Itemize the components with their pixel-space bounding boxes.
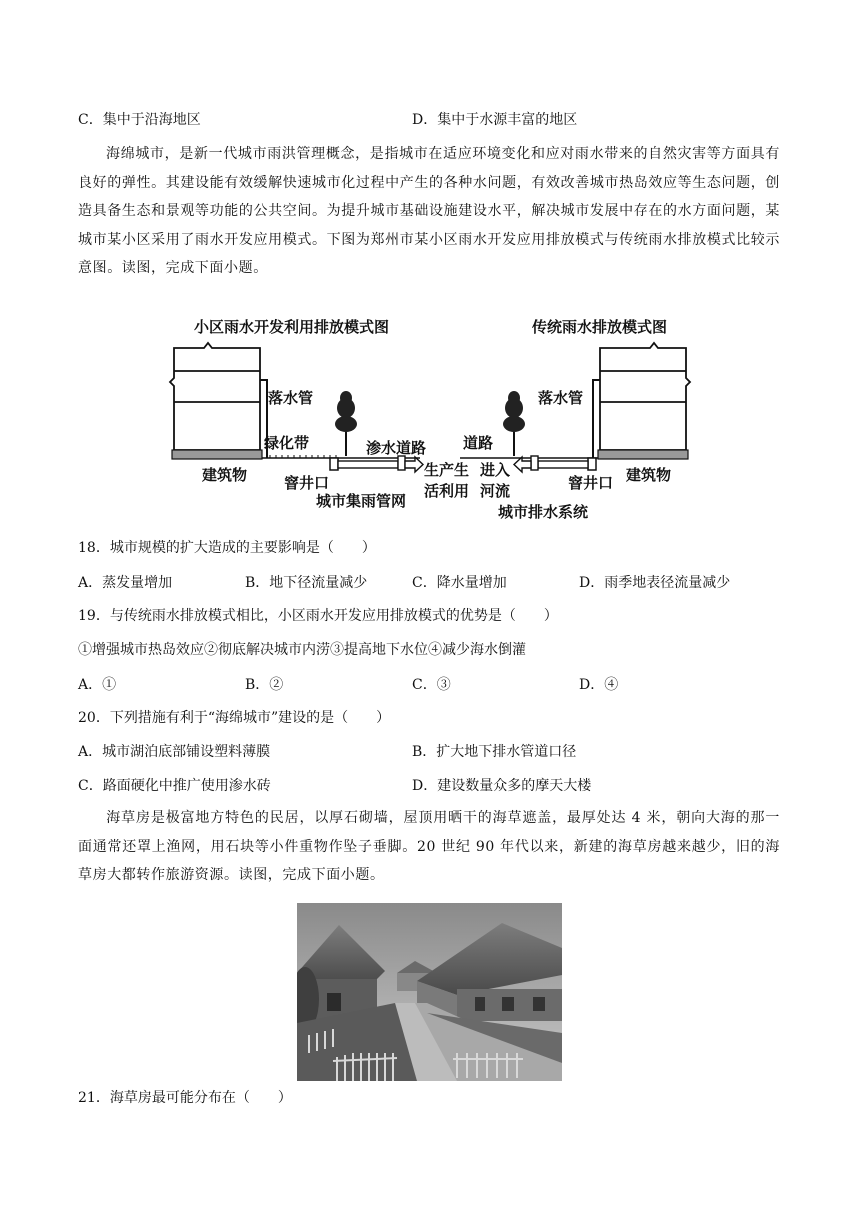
label-into-2: 河流 [480,482,511,500]
option-d: D．集中于水源丰富的地区 [412,112,578,128]
passage-seaweed-house [78,804,780,890]
q18-option-c: C．降水量增加 [412,575,507,591]
q18-option-b: B．地下径流量减少 [245,575,368,591]
drainage-pipe [538,461,588,468]
seaweed-house-photo [297,903,562,1081]
passage-sponge-city [78,140,780,283]
right-building [600,343,690,450]
label-production-1: 生产生 [424,461,470,479]
q20-option-b: B．扩大地下排水管道口径 [412,744,577,760]
option-c: C．集中于沿海地区 [78,112,201,128]
label-left-downpipe: 落水管 [268,389,314,407]
left-building [170,343,260,450]
q19-option-c: C．③ [412,677,451,693]
left-diagram-title: 小区雨水开发利用排放模式图 [194,318,390,336]
right-diagram-title: 传统雨水排放模式图 [532,318,668,336]
left-building-ground [172,450,262,459]
right-building-ground [598,450,688,459]
left-tree-icon [335,391,357,456]
label-left-building: 建筑物 [202,466,248,484]
q19-option-a: A．① [78,677,117,693]
right-arrow [514,457,531,472]
left-arrow [405,457,423,472]
q20-option-c: C．路面硬化中推广使用渗水砖 [78,778,271,794]
q18-option-a: A．蒸发量增加 [78,575,173,591]
city-collection-pipe [338,461,398,468]
label-drainage: 城市排水系统 [498,503,589,521]
label-left-manhole: 窨井口 [284,474,330,492]
label-right-downpipe: 落水管 [538,389,584,407]
q19-option-d: D．④ [579,677,619,693]
label-road: 道路 [463,434,494,452]
q19-option-b: B．② [245,677,284,693]
q20-option-a: A．城市湖泊底部铺设塑料薄膜 [78,744,271,760]
label-right-manhole: 窨井口 [568,474,614,492]
left-manhole [330,458,338,470]
right-downpipe [593,380,600,458]
passage-sponge-city-text: 海绵城市，是新一代城市雨洪管理概念，是指城市在适应环境变化和应对雨水带来的自然灾害等方面具有良好的弹性。其建设能有效缓解快速城市化过程中产生的各种水问题，有效改善城市热岛效应等生态问题，创造具备生态和景观等功能的公共空间。为提升城市基础设施建设水平，解决城市发展中存在的水方面问题，某城市某小区采用了雨水开发应用模式。下图为郑州市某小区雨水开发应用排放模式与传统雨水排放模式比较示意图。读图，完成下面小题。 [78,146,780,276]
label-into-1: 进入 [480,461,511,479]
label-right-building: 建筑物 [626,466,672,484]
q20-option-d: D．建设数量众多的摩天大楼 [412,778,592,794]
q21-stem: 21．海草房最可能分布在（ ） [78,1090,292,1106]
rainwater-diagram [160,310,700,525]
right-tree-icon [503,391,525,456]
q20-stem: 20．下列措施有利于“海绵城市”建设的是（ ） [78,710,391,726]
label-city-pipe: 城市集雨管网 [316,492,407,510]
label-production-2: 活利用 [424,482,470,500]
right-manhole [588,458,596,470]
q19-items: ①增强城市热岛效应②彻底解决城市内涝③提高地下水位④减少海水倒灌 [78,642,526,658]
q18-option-d: D．雨季地表径流量减少 [579,575,731,591]
passage-seaweed-house-text: 海草房是极富地方特色的民居，以厚石砌墙，屋顶用晒干的海草遮盖，最厚处达 4 米，朝向大海的那一面通常还罩上渔网，用石块等小件重物作坠子垂脚。20 世纪 90 年代以来，新建的海草房越来越少，旧的海草房大都转作旅游资源。读图，完成下面小题。 [78,810,780,883]
label-permeable-road: 渗水道路 [366,439,427,457]
q18-stem: 18．城市规模的扩大造成的主要影响是（ ） [78,540,376,556]
q19-stem: 19．与传统雨水排放模式相比，小区雨水开发应用排放模式的优势是（ ） [78,608,558,624]
label-green-belt: 绿化带 [264,434,310,452]
